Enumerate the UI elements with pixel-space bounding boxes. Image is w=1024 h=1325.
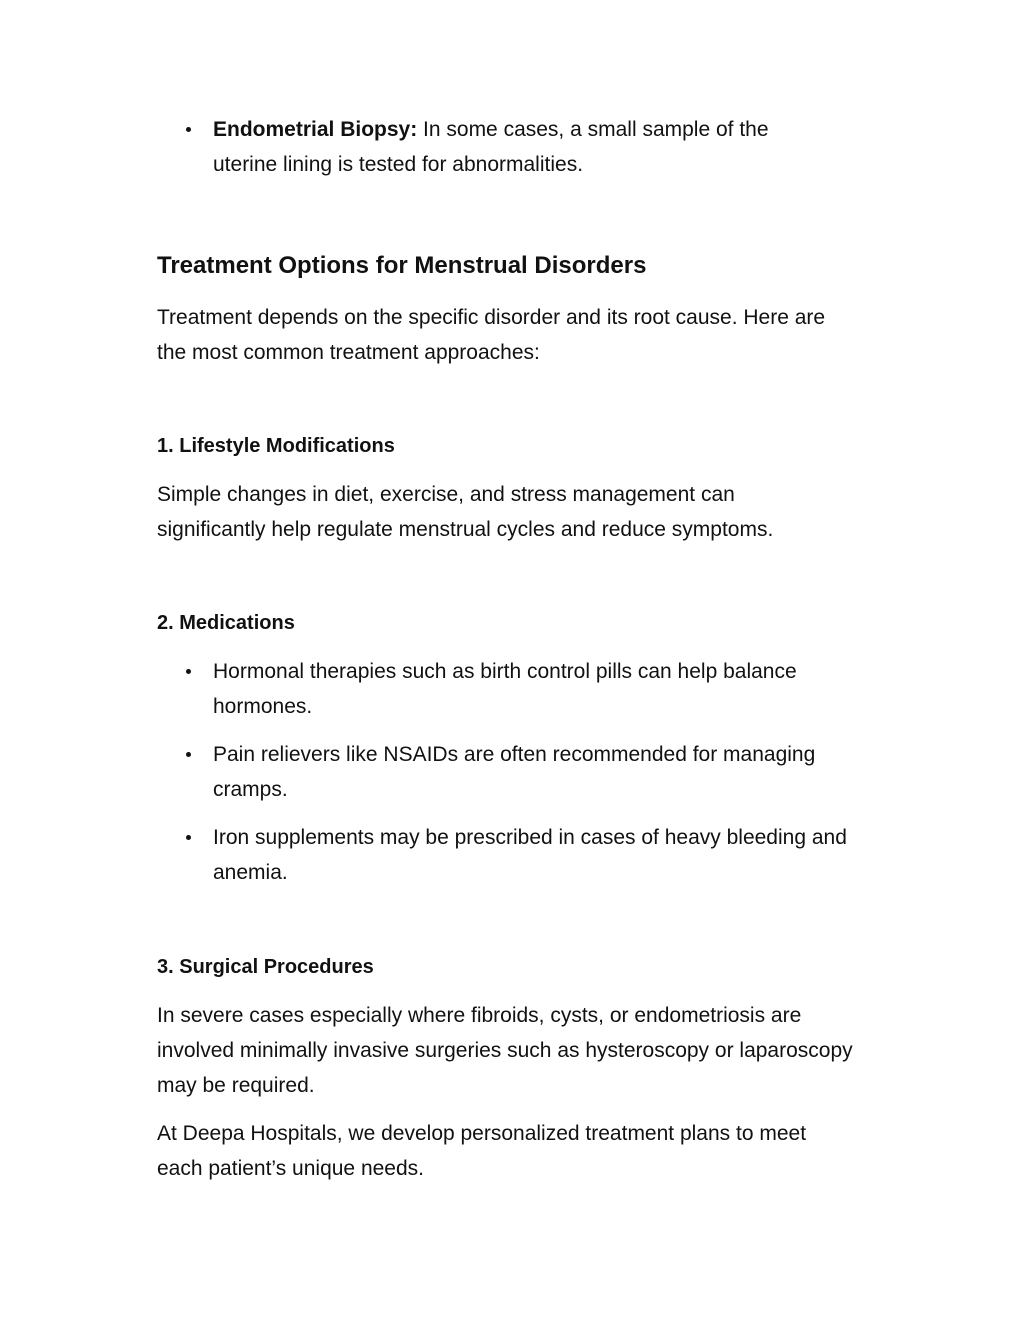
- medications-heading: 2. Medications: [157, 612, 295, 634]
- biopsy-text: In some cases, a small sample of the uterine lining is tested for abnormalities.: [213, 118, 769, 176]
- medication-item: [157, 654, 873, 724]
- medication-item-text: Iron supplements may be prescribed in cases of heavy bleeding and anemia.: [213, 826, 847, 884]
- surgical-heading: 3. Surgical Procedures: [157, 956, 374, 978]
- section-intro: Treatment depends on the specific disorder and its root cause. Here are the most common treatment approaches:: [157, 306, 826, 364]
- bullet-dot-icon: [186, 752, 191, 757]
- surgical-text: In severe cases especially where fibroids, cysts, or endometriosis are involved minimally invasive surgeries such as hysteroscopy or laparoscopy may be required.: [157, 1004, 853, 1097]
- medications-list: [157, 654, 877, 890]
- document-page: [157, 112, 877, 1186]
- medication-item-text: Hormonal therapies such as birth control pills can help balance hormones.: [213, 660, 797, 718]
- biopsy-bullet: [157, 112, 813, 182]
- lifestyle-text: Simple changes in diet, exercise, and stress management can significantly help regulate menstrual cycles and reduce symptoms.: [157, 483, 774, 541]
- biopsy-bullet-list: [157, 112, 877, 182]
- medication-item-text: Pain relievers like NSAIDs are often recommended for managing cramps.: [213, 743, 816, 801]
- bullet-dot-icon: [186, 669, 191, 674]
- closing-text: At Deepa Hospitals, we develop personalized treatment plans to meet each patient’s unique needs.: [157, 1122, 807, 1180]
- section-heading: Treatment Options for Menstrual Disorders: [157, 252, 647, 279]
- bullet-dot-icon: [186, 127, 191, 132]
- medication-item: [157, 737, 873, 807]
- lifestyle-heading: 1. Lifestyle Modifications: [157, 435, 395, 457]
- medication-item: [157, 820, 873, 890]
- biopsy-label: Endometrial Biopsy:: [213, 118, 418, 141]
- bullet-dot-icon: [186, 835, 191, 840]
